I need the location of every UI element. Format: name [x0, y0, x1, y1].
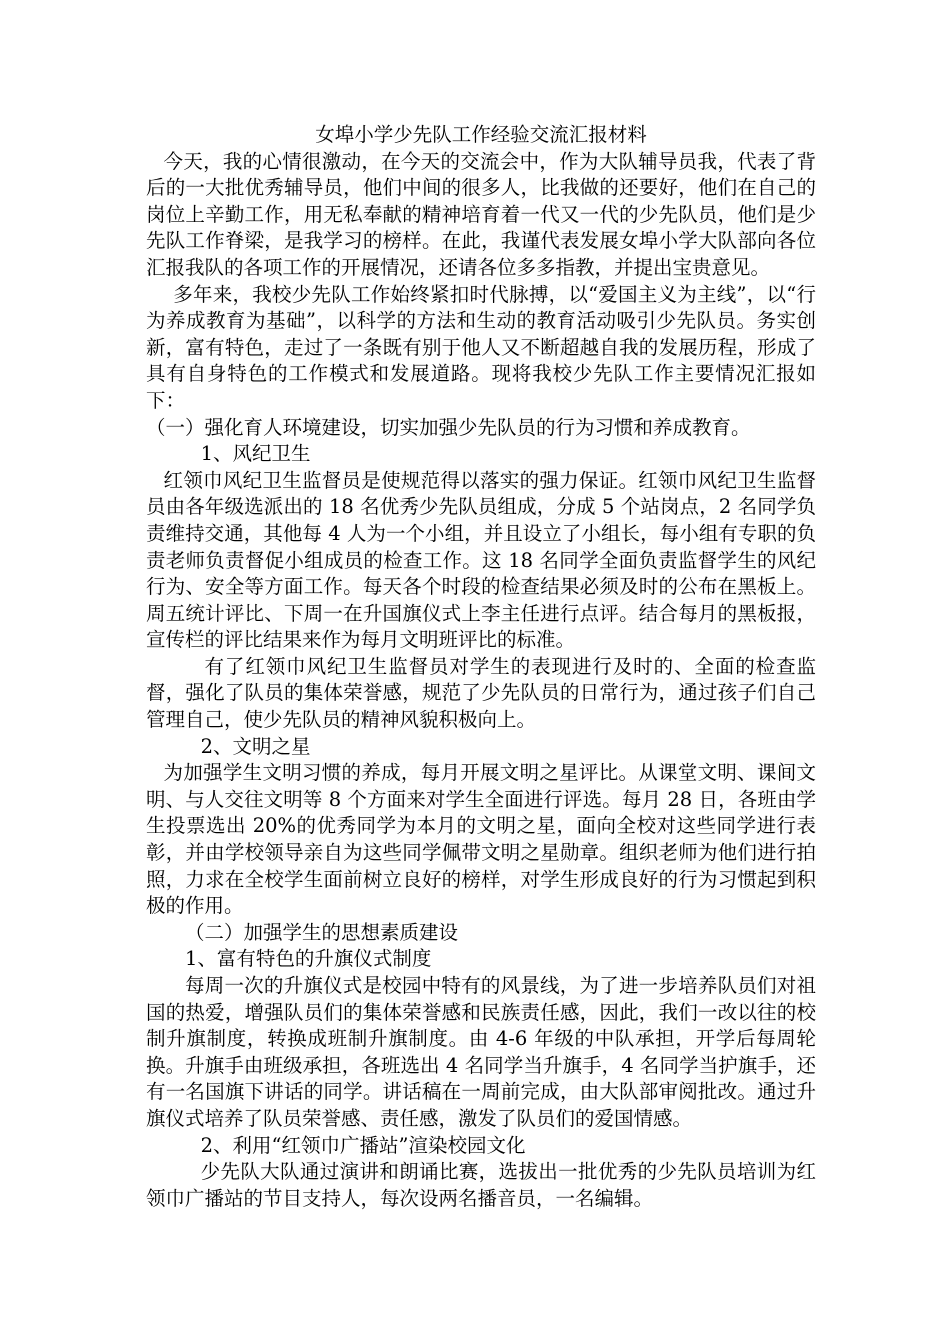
- document-page: [146, 122, 816, 1212]
- document-title: 女埠小学少先队工作经验交流汇报材料: [315, 123, 647, 146]
- paragraph-flag-ceremony: 每周一次的升旗仪式是校园中特有的风景线，为了进一步培养队员们对祖国的热爱，增强队员们的集体荣誉感和民族责任感，因此，我们一改以往的校制升旗制度，转换成班制升旗制度。由 4-6 年级的中队承担，开学后每周轮换。升旗手由班级承担，各班选出 4 名同学当升旗手，4 名同学当护旗手，还有一名国旗下讲话的同学。讲话稿在一周前完成，由大队部审阅批改。通过升旗仪式培养了队员荣誉感、责任感，激发了队员们的爱国情感。: [146, 974, 816, 1130]
- paragraph-broadcast-station: 少先队大队通过演讲和朗诵比赛，选拔出一批优秀的少先队员培训为红领巾广播站的节目支持人，每次设两名播音员，一名编辑。: [146, 1160, 816, 1210]
- subsection-heading-2-2: 2、利用“红领巾广播站”渲染校园文化: [200, 1133, 526, 1157]
- paragraph-intro: 今天，我的心情很激动，在今天的交流会中，作为大队辅导员我，代表了背后的一大批优秀辅导员，他们中间的很多人，比我做的还要好，他们在自己的岗位上辛勤工作，用无私奉献的精神培育着一代又一代的少先队员，他们是少先队工作脊梁，是我学习的榜样。在此，我谨代表发展女埠小学大队部向各位汇报我队的各项工作的开展情况，还请各位多多指教，并提出宝贵意见。: [146, 149, 816, 279]
- section-heading-1: （一）强化育人环境建设，切实加强少先队员的行为习惯和养成教育。: [146, 415, 751, 439]
- subsection-heading-1-1: 1、风纪卫生: [200, 442, 311, 466]
- paragraph-discipline-result: 有了红领巾风纪卫生监督员对学生的表现进行及时的、全面的检查监督，强化了队员的集体荣誉感，规范了少先队员的日常行为，通过孩子们自己管理自己，使少先队员的精神风貌积极向上。: [146, 654, 816, 732]
- paragraph-civility-star: 为加强学生文明习惯的养成，每月开展文明之星评比。从课堂文明、课间文明、与人交往文明等 8 个方面来对学生全面进行评选。每月 28 日，各班由学生投票选出 20%的优秀同学为本月的文明之星，面向全校对这些同学进行表彰，并由学校领导亲自为这些同学佩带文明之星勋章。组织老师为他们进行拍照，力求在全校学生面前树立良好的榜样，对学生形成良好的行为习惯起到积极的作用。: [146, 761, 816, 918]
- section-heading-2: （二）加强学生的思想素质建设: [185, 920, 459, 944]
- subsection-heading-1-2: 2、文明之星: [200, 734, 311, 758]
- paragraph-overview: 多年来，我校少先队工作始终紧扣时代脉搏，以“爱国主义为主线”，以“行为养成教育为基础”，以科学的方法和生动的教育活动吸引少先队员。务实创新，富有特色，走过了一条既有别于他人又不断超越自我的发展历程，形成了具有自身特色的工作模式和发展道路。现将我校少先队工作主要情况汇报如下：: [146, 282, 816, 412]
- paragraph-discipline: 红领巾风纪卫生监督员是使规范得以落实的强力保证。红领巾风纪卫生监督员由各年级选派出的 18 名优秀少先队员组成，分成 5 个站岗点，2 名同学负责维持交通，其他每 4 人为一个小组，并且设立了小组长，每小组有专职的负责老师负责督促小组成员的检查工作。这 18 名同学全面负责监督学生的风纪行为、安全等方面工作。每天各个时段的检查结果必须及时的公布在黑板上。周五统计评比、下周一在升国旗仪式上李主任进行点评。结合每月的黑板报，宣传栏的评比结果来作为每月文明班评比的标准。: [146, 468, 816, 652]
- subsection-heading-2-1: 1、富有特色的升旗仪式制度: [185, 947, 432, 971]
